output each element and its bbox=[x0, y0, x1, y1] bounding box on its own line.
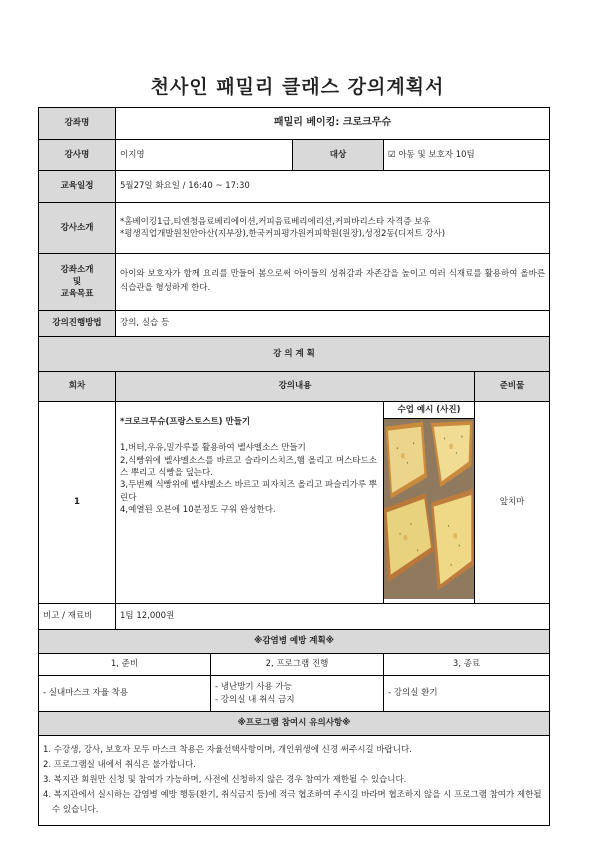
notes-item: 2. 프로그램실 내에서 취식은 불가합니다. bbox=[43, 760, 196, 771]
bio-line: *홈베이킹1급,티엔청음료베리에이션,커피음료베리에리션,커피바리스타 자격증 보유 bbox=[120, 216, 431, 227]
infection-col-end: 3, 종료 bbox=[384, 654, 550, 676]
prep-value: 앞치마 bbox=[475, 402, 550, 604]
page-title: 천사인 패밀리 클래스 강의계획서 bbox=[150, 76, 445, 98]
bio-text bbox=[116, 203, 550, 254]
col-session: 회차 bbox=[39, 372, 116, 402]
notes-item: 4. 복지관에서 실시하는 감염병 예방 행동(환기, 취식금지 등)에 적극 협조하여 주시길 바라며 협조하지 않을 시 프로그램 참여가 제한될 수 있습니다. bbox=[43, 789, 542, 815]
photo-caption: 수업 예시 (사진) bbox=[384, 402, 474, 419]
lesson-step: 1,버터,우유,밀가루를 활용하여 벨샤멜소스 만들기 bbox=[120, 443, 306, 454]
infection-progress-line: - 냉난방기 사용 가능 bbox=[215, 682, 292, 693]
instructor-label: 강사명 bbox=[39, 140, 116, 171]
goal-label-line: 및 bbox=[72, 276, 82, 287]
goal-label bbox=[39, 254, 116, 311]
course-name: 패밀리 베이킹: 크로크무슈 bbox=[116, 108, 550, 140]
col-content: 강의내용 bbox=[116, 372, 475, 402]
target-label: 대상 bbox=[293, 140, 384, 171]
notes-section-title: ※프로그램 참여시 유의사항※ bbox=[39, 712, 550, 736]
infection-prepare-text: - 실내마스크 자율 착용 bbox=[39, 676, 211, 712]
goal-text: 아이와 보호자가 함께 요리를 만들어 봄으로써 아이들의 성취감과 자존감을 높이고 여러 식재료를 활용하여 올바른 식습관을 형성하게 한다. bbox=[116, 254, 550, 311]
notes-list bbox=[39, 736, 550, 826]
lecture-plan-table bbox=[38, 107, 550, 826]
plan-section-title: 강 의 계 획 bbox=[39, 337, 550, 372]
notes-item: 1. 수강생, 강사, 보호자 모두 마스크 착용은 자율선택사항이며, 개인위생에 신경 써주시길 바랍니다. bbox=[43, 745, 412, 756]
fee-label: 비고 / 재료비 bbox=[39, 604, 116, 630]
bio-label: 강사소개 bbox=[39, 203, 116, 254]
schedule-label: 교육일정 bbox=[39, 171, 116, 203]
target-value: ☑ 아동 및 보호자 10팀 bbox=[384, 140, 550, 171]
lesson-step: 3,두번째 식빵위에 벨샤멜소스 바르고 피자치즈 올리고 파슬리가루 뿌린다 bbox=[120, 480, 377, 503]
lesson-content bbox=[116, 402, 384, 604]
fee-value: 1팀 12,000원 bbox=[116, 604, 550, 630]
instructor-name: 이지영 bbox=[116, 140, 293, 171]
infection-end-text: - 강의실 환기 bbox=[384, 676, 550, 712]
lesson-title: *크로크무슈(프랑스토스트) 만들기 bbox=[120, 417, 251, 427]
goal-label-line: 교육목표 bbox=[60, 289, 94, 300]
col-prep: 준비물 bbox=[475, 372, 550, 402]
method-value: 강의, 실습 등 bbox=[116, 311, 550, 337]
infection-col-progress: 2, 프로그램 진행 bbox=[211, 654, 384, 676]
method-label: 강의진행방법 bbox=[39, 311, 116, 337]
infection-progress-text bbox=[211, 676, 384, 712]
session-number: 1 bbox=[39, 402, 116, 604]
infection-progress-line: - 강의실 내 취식 금지 bbox=[215, 694, 295, 705]
bio-line: *평생직업개발원천안아산(지부장),한국커피평가원커피학원(원장),성정2동(디저트 강사) bbox=[120, 229, 446, 239]
notes-item: 3. 복지관 회원만 신청 및 참여가 가능하며, 사전에 신청하지 않은 경우 참여가 제한될 수 있습니다. bbox=[43, 775, 407, 786]
croque-monsieur-photo bbox=[384, 419, 474, 599]
schedule-value: 5월27일 화요일 / 16:40 ~ 17:30 bbox=[116, 171, 550, 203]
course-label: 강좌명 bbox=[39, 108, 116, 140]
lesson-step: 4,예열된 오븐에 10분정도 구워 완성한다. bbox=[120, 504, 276, 515]
infection-col-prepare: 1, 준비 bbox=[39, 654, 211, 676]
lesson-step: 2,식빵위에 벨샤멜소스를 바르고 슬라이스치즈,햄 올리고 머스타드소스 뿌리고 식빵을 덮는다. bbox=[120, 455, 377, 478]
photo-cell bbox=[384, 402, 475, 604]
goal-label-line: 강좌소개 bbox=[60, 264, 94, 275]
infection-section-title: ※감염병 예방 계획※ bbox=[39, 630, 550, 654]
